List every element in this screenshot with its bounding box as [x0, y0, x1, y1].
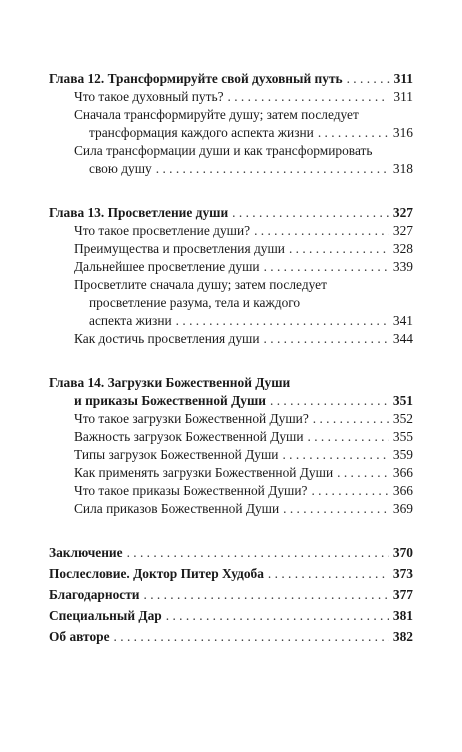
entry-title: Послесловие. Доктор Питер Худоба: [49, 566, 264, 581]
page-number: 373: [392, 566, 413, 581]
dot-leader: [144, 584, 389, 605]
dot-leader: [270, 392, 389, 410]
dot-leader: [264, 330, 389, 348]
item-title: Дальнейшее просветление души: [74, 259, 260, 274]
item-title: Что такое загрузки Божественной Души?: [74, 411, 309, 426]
toc-acknowledgments[interactable]: [49, 584, 413, 605]
toc-item[interactable]: [49, 222, 413, 240]
entry-title: Заключение: [49, 545, 123, 560]
toc-about-author[interactable]: [49, 626, 413, 647]
page-number: 369: [392, 501, 413, 516]
page-number: 377: [392, 587, 413, 602]
toc-item[interactable]: [49, 482, 413, 500]
chapter-title: Глава 12. Трансформируйте свой духовный путь: [49, 71, 343, 86]
toc-chapter-14[interactable]: [49, 392, 413, 410]
page-number: 352: [392, 411, 413, 426]
page-number: 311: [393, 71, 413, 86]
page-number: 318: [392, 161, 413, 176]
page-number: 328: [392, 241, 413, 256]
toc-item[interactable]: [49, 240, 413, 258]
toc-chapter-12[interactable]: [49, 70, 413, 88]
toc-item[interactable]: [49, 464, 413, 482]
item-title: свою душу: [89, 161, 152, 176]
entry-title: Специальный Дар: [49, 608, 162, 623]
item-title: трансформация каждого аспекта жизни: [89, 125, 314, 140]
toc-item-line[interactable]: просветление разума, тела и каждого: [89, 295, 301, 310]
toc-afterword[interactable]: [49, 563, 413, 584]
page-number: 339: [392, 259, 413, 274]
toc-conclusion[interactable]: [49, 542, 413, 563]
chapter-title: и приказы Божественной Души: [74, 393, 266, 408]
page-number: 382: [392, 629, 413, 644]
dot-leader: [318, 124, 389, 142]
dot-leader: [283, 500, 389, 518]
section-gap: [49, 196, 413, 204]
page-number: 344: [392, 331, 413, 346]
toc-item[interactable]: [49, 258, 413, 276]
page-number: 370: [392, 545, 413, 560]
table-of-contents: [49, 70, 413, 647]
item-title: Сила приказов Божественной Души: [74, 501, 280, 516]
page-number: 359: [392, 447, 413, 462]
chapter-title: Глава 13. Просветление души: [49, 205, 229, 220]
page-number: 366: [392, 465, 413, 480]
section-gap: [49, 178, 413, 196]
toc-item[interactable]: [49, 428, 413, 446]
dot-leader: [282, 446, 388, 464]
dot-leader: [156, 160, 389, 178]
section-gap: [49, 366, 413, 374]
page-number: 327: [392, 205, 413, 220]
toc-item[interactable]: [49, 312, 413, 330]
page-number: 366: [392, 483, 413, 498]
item-title: Что такое приказы Божественной Души?: [74, 483, 308, 498]
toc-item[interactable]: [49, 410, 413, 428]
page-number: 381: [392, 608, 413, 623]
entry-title: Об авторе: [49, 629, 110, 644]
dot-leader: [232, 204, 389, 222]
dot-leader: [127, 542, 389, 563]
page-number: 355: [392, 429, 413, 444]
dot-leader: [311, 482, 388, 500]
item-title: Важность загрузок Божественной Души: [74, 429, 304, 444]
section-gap: [49, 518, 413, 536]
item-title: Что такое просветление души?: [74, 223, 251, 238]
dot-leader: [268, 563, 389, 584]
toc-item[interactable]: [49, 88, 413, 106]
dot-leader: [254, 222, 389, 240]
toc-item-line[interactable]: Просветлите сначала душу; затем последует: [74, 277, 327, 292]
toc-item-line[interactable]: Сила трансформации души и как трансформировать: [74, 143, 373, 158]
page-number: 351: [392, 393, 413, 408]
item-title: Типы загрузок Божественной Души: [74, 447, 279, 462]
dot-leader: [114, 626, 389, 647]
toc-item[interactable]: [49, 500, 413, 518]
toc-chapter-14-line[interactable]: Глава 14. Загрузки Божественной Души: [49, 375, 291, 390]
toc-item-line[interactable]: Сначала трансформируйте душу; затем последует: [74, 107, 359, 122]
toc-item[interactable]: [49, 160, 413, 178]
dot-leader: [289, 240, 389, 258]
dot-leader: [264, 258, 389, 276]
dot-leader: [308, 428, 389, 446]
item-title: Преимущества и просветления души: [74, 241, 285, 256]
toc-special-gift[interactable]: [49, 605, 413, 626]
section-gap: [49, 348, 413, 366]
toc-chapter-13[interactable]: [49, 204, 413, 222]
entry-title: Благодарности: [49, 587, 140, 602]
item-title: аспекта жизни: [89, 313, 172, 328]
dot-leader: [347, 70, 390, 88]
item-title: Как применять загрузки Божественной Души: [74, 465, 334, 480]
dot-leader: [337, 464, 389, 482]
page-number: 341: [392, 313, 413, 328]
page-number: 316: [392, 125, 413, 140]
item-title: Что такое духовный путь?: [74, 89, 224, 104]
page-number: 311: [393, 89, 413, 104]
toc-item[interactable]: [49, 446, 413, 464]
dot-leader: [313, 410, 389, 428]
dot-leader: [166, 605, 389, 626]
dot-leader: [176, 312, 389, 330]
dot-leader: [228, 88, 390, 106]
toc-item[interactable]: [49, 124, 413, 142]
toc-item[interactable]: [49, 330, 413, 348]
page-number: 327: [392, 223, 413, 238]
item-title: Как достичь просветления души: [74, 331, 260, 346]
